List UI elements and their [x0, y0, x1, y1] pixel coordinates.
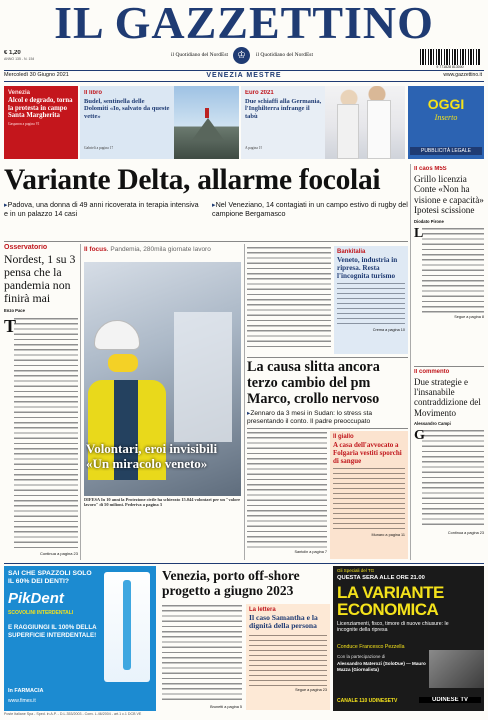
focus-header: Il focus. Pandemia, 280mila giornate lavoro	[84, 246, 211, 253]
variante-time: QUESTA SERA ALLE ORE 21.00	[337, 575, 425, 581]
lettera-continues: Segue a pagina 23	[295, 687, 327, 692]
pikdent-site: www.fimes.it	[8, 698, 36, 704]
volunteer-photo[interactable]	[84, 262, 241, 496]
teaser-libro-byline: Gabrieli a pagina 17	[84, 146, 114, 150]
footer-text: Poste Italiane Spa - Sped. in A.P. - D.L.353/2003 - Conv. L.46/2004 - art.1 c.1 DCB VE	[4, 712, 142, 716]
commento-column[interactable]	[414, 369, 484, 561]
teaser-libro[interactable]	[80, 86, 239, 159]
main-headline[interactable]: Variante Delta, allarme focolai	[4, 164, 381, 196]
m5s-headline: Grillo licenzia Conte «Non ha visione e capacità» Ipotesi scissione	[414, 174, 484, 216]
teaser-venezia-byline: Gasparon a pagina VI	[8, 121, 40, 126]
lettera-kicker: La lettera	[249, 607, 276, 613]
teaser-venezia-kicker: Venezia	[8, 90, 31, 96]
oggi-label: OGGI	[427, 96, 465, 112]
football-photo	[325, 86, 405, 159]
bankitalia-byline: Crema a pagina 10	[372, 328, 405, 332]
barcode-digits: 9 771828 813000	[436, 65, 464, 69]
price: € 1,20	[4, 50, 21, 56]
masthead-title: IL GAZZETTINO	[54, 1, 434, 45]
osservatorio-author: Enzo Pace	[4, 308, 25, 313]
lettera-box[interactable]	[246, 604, 330, 710]
teaser-euro-headline: Due schiaffi alla Germania, l'Inghilterra infrange il tabù	[245, 98, 322, 120]
m5s-body: L	[414, 227, 484, 313]
commento-body: G	[414, 429, 484, 529]
masthead	[0, 0, 488, 84]
m5s-continues: Segue a pagina 8	[454, 314, 484, 319]
osservatorio-column[interactable]	[4, 244, 78, 564]
variante-guests-label: Con la partecipazione di	[337, 654, 386, 659]
teaser-libro-headline: Budel, sentinella delle Dolomiti «Io, salvato da queste vette»	[84, 98, 170, 120]
bankitalia-headline: Veneto, industria in ripresa. Resta l'incognita turismo	[337, 256, 398, 280]
teaser-venezia[interactable]	[4, 86, 78, 159]
face-mask-shape	[108, 354, 138, 372]
m5s-kicker: Il caos M5S	[414, 166, 447, 172]
variante-desc: Licenziamenti, fisco, timore di nuove chiusure: le incognite della ripresa	[337, 621, 449, 634]
m5s-author: Diodato Pirone	[414, 218, 444, 224]
teaser-libro-kicker: Il libro	[84, 90, 102, 96]
pubblicita-legale-label: PUBBLICITÀ LEGALE	[410, 147, 482, 155]
center-article-body	[247, 246, 331, 350]
bankitalia-box[interactable]	[334, 246, 408, 354]
teaser-euro-kicker: Euro 2021	[245, 90, 274, 96]
main-sub-left-text: Padova, una donna di 49 anni ricoverata in terapia intensiva e in un palazzo 14 casi	[4, 201, 199, 218]
main-sub-right: ▸Nel Veneziano, 14 contagiati in un campo estivo di rugby del campione Bergamasco	[212, 201, 408, 218]
osservatorio-continues: Continua a pagina 23	[39, 551, 78, 556]
speciale-label: Gli Speciali del TG	[337, 568, 375, 573]
commento-headline: Due strategie e l'insanabile contraddizione del Movimento	[414, 377, 481, 418]
oggi-inserto-box[interactable]	[408, 86, 484, 159]
teaser-euro[interactable]	[241, 86, 405, 159]
mountain-photo	[174, 86, 239, 159]
giallo-byline: Munaro a pagina 11	[371, 533, 405, 537]
teaser-euro-byline: A pagina 19	[245, 146, 263, 150]
subtitle-right: il Quotidiano del NordEst	[256, 52, 313, 58]
photo-caption: Volontari, eroi invisibili «Un miracolo veneto»	[86, 442, 218, 471]
helmet-shape	[94, 320, 140, 350]
udinese-tv-logo: UDINESE TV	[419, 697, 481, 703]
osservatorio-body: T	[4, 317, 78, 549]
giallo-box[interactable]	[330, 431, 408, 559]
m5s-column[interactable]	[414, 166, 484, 362]
giallo-kicker: Il giallo	[333, 434, 354, 440]
pikdent-brand: PikDent	[8, 590, 64, 607]
marco-body	[247, 431, 327, 549]
venezia-porto-headline[interactable]: Venezia, porto off-shore progetto a giugno 2023	[162, 568, 300, 598]
pikdent-line3: E RAGGIUNGI IL 100% DELLA SUPERFICIE INTERDENTALE!	[8, 624, 97, 639]
focus-kicker: Il focus	[84, 246, 107, 253]
marco-byline: Santolin a pagina 7	[294, 550, 327, 554]
variante-guests: Alessandro Materozi (SoloDue) — Mauro Mazza (Giornalista)	[337, 661, 426, 672]
pikdent-line4: In FARMACIA	[8, 688, 44, 694]
commento-author: Alessandro Campi	[414, 420, 451, 426]
date: Mercoledì 30 Giugno 2021	[4, 72, 69, 78]
venezia-porto-byline: Brunetti a pagina 5	[210, 705, 242, 709]
pikdent-line1: SAI CHE SPAZZOLI SOLO IL 60% DEI DENTI?	[8, 570, 92, 585]
price-note: ANNO 135 - N. 154	[4, 57, 35, 61]
venezia-porto-body	[162, 604, 242, 704]
osservatorio-kicker: Osservatorio	[4, 244, 48, 251]
subtitle: il Quotidiano del NordEst	[171, 52, 228, 58]
marco-headline[interactable]: La causa slitta ancora terzo cambio del pm Marco, crollo nervoso	[247, 360, 380, 407]
giallo-headline: A casa dell'avvocato a Folgaria vestiti sporchi di sangue	[333, 441, 402, 465]
lettera-headline: Il caso Samantha e la dignità della persona	[249, 613, 318, 631]
marco-sub-text: Zennaro da 3 mesi in Sudan: lo stress sta presentando il conto. Il padre preoccupato	[247, 410, 372, 425]
main-sub-right-text: Nel Veneziano, 14 contagiati in un campo estivo di rugby del campione Bergamasco	[212, 201, 408, 218]
focus-title: Pandemia, 280mila giornate lavoro	[110, 246, 211, 253]
variante-economica-ad[interactable]	[333, 566, 484, 711]
variante-title: LA VARIANTE ECONOMICA	[337, 584, 444, 618]
pikdent-ad[interactable]	[4, 566, 156, 711]
variante-channel: CANALE 110 UDINESETV	[337, 698, 398, 704]
museo-photo	[429, 650, 484, 688]
toothbrush-pack-image	[104, 572, 150, 682]
barcode	[420, 49, 480, 65]
website: www.gazzettino.it	[443, 72, 482, 78]
commento-kicker: Il commento	[414, 369, 450, 375]
edition: VENEZIA MESTRE	[206, 72, 282, 79]
inserto-label: Inserto	[434, 113, 458, 122]
bankitalia-kicker: Bankitalia	[337, 249, 366, 255]
teaser-venezia-headline: Alcol e degrado, torna la protesta in campo Santa Margherita	[8, 97, 73, 120]
variante-conducts: Conduce Francesco Pezzella	[337, 644, 405, 650]
commento-continues: Continua a pagina 23	[447, 530, 484, 535]
focus-foot: DIFESA In 10 anni la Protezione civile ha schierato 15.044 volontari per un "valore lavoro" di 50 milioni. Pederiva a pagina 3	[84, 497, 241, 508]
main-sub-left: ▸Padova, una donna di 49 anni ricoverata in terapia intensiva e in un palazzo 14 casi	[4, 201, 199, 218]
osservatorio-headline: Nordest, 1 su 3 pensa che la pandemia non finirà mai	[4, 252, 76, 305]
pikdent-line2: SCOVOLINI INTERDENTALI	[8, 610, 74, 616]
lion-emblem-icon: ♔	[233, 47, 250, 64]
marco-sub: ▸Zennaro da 3 mesi in Sudan: lo stress sta presentando il conto. Il padre preoccupato	[247, 410, 372, 425]
